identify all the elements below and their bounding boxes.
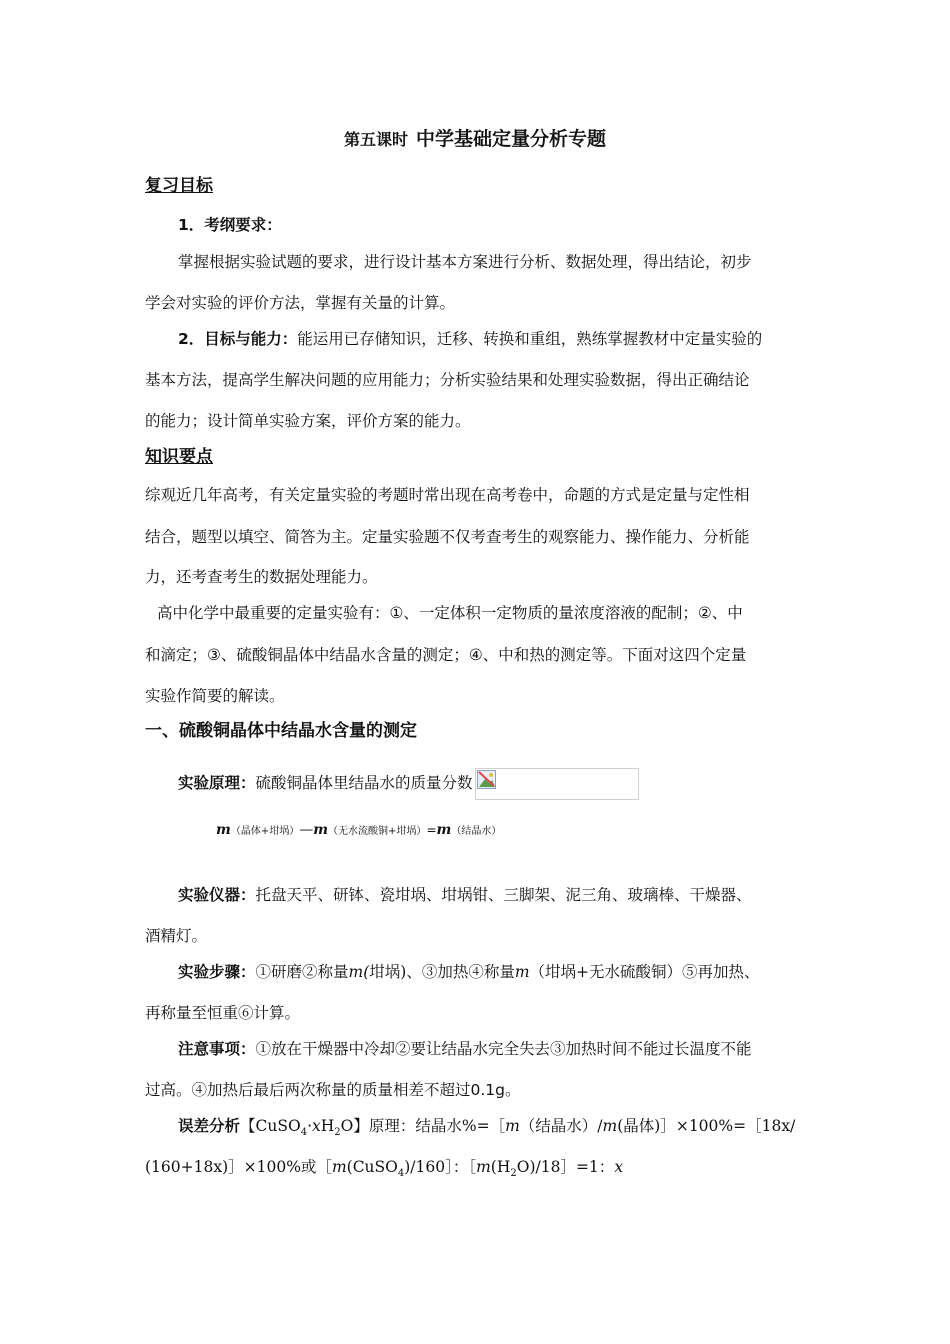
error-m2: m: [602, 1117, 618, 1135]
steps-label: 实验步骤：: [178, 963, 256, 981]
steps-text-b: 坩埚)、③加热④称量: [369, 963, 515, 981]
notes-text: ①放在干燥器中冷却②要让结晶水完全失去③加热时间不能过长温度不能: [255, 1040, 752, 1058]
error2-m2: m: [476, 1158, 491, 1176]
goal1-line1: 掌握根据实验试题的要求，进行设计基本方案进行分析、数据处理，得出结论，初步: [178, 253, 752, 271]
goal2-line1: [178, 329, 762, 349]
notes-text-2b: 0.1g: [470, 1081, 506, 1099]
notes-text-2c: 。: [505, 1081, 521, 1099]
formula-minus: —: [299, 822, 314, 838]
knowledge-p1-line3: 力，还考查考生的数据处理能力。: [145, 568, 378, 586]
mass-formula: [216, 822, 501, 838]
error-line2: [145, 1157, 623, 1184]
steps-m2: m: [514, 963, 530, 981]
knowledge-p2-line2: 和滴定；③、硫酸铜晶体中结晶水含量的测定；④、中和热的测定等。下面对这四个定量: [145, 646, 747, 664]
instruments-text: 托盘天平、研钵、瓷坩埚、坩埚钳、三脚架、泥三角、玻璃棒、干燥器、: [255, 886, 752, 904]
notes-line2: [145, 1080, 521, 1100]
notes-label: 注意事项：: [178, 1040, 256, 1058]
error2-d: (H: [490, 1158, 511, 1176]
error-text-b: （结晶水）/: [519, 1117, 603, 1135]
title-topic: 中学基础定量分析专题: [416, 128, 607, 150]
goal1-line2: 学会对实验的评价方法，掌握有关量的计算。: [145, 294, 456, 312]
formula-m2: m: [313, 822, 329, 838]
broken-image-icon: [477, 770, 497, 790]
error-label: 误差分析: [178, 1117, 241, 1135]
formula-image-placeholder: [475, 768, 639, 800]
error2-sub2: 2: [510, 1168, 517, 1180]
error-text-c: (晶体)］×100%=［18x/: [617, 1117, 796, 1135]
goal1-label: 1．考纲要求：: [178, 216, 282, 234]
formula-m1: m: [216, 822, 231, 838]
formula-eq: =: [426, 823, 437, 837]
principle-line: [178, 768, 639, 800]
section1-heading: 一、硫酸铜晶体中结晶水含量的测定: [145, 721, 417, 741]
page-title: [0, 124, 950, 151]
error2-m: m: [331, 1158, 347, 1176]
title-lesson: 第五课时: [343, 130, 408, 149]
steps-text-c: （坩埚+无水硫酸铜）⑤再加热、: [529, 963, 760, 981]
error-x: x: [312, 1117, 321, 1135]
instruments-line1: [178, 885, 752, 905]
error2-a: (160+18x)］×100%或［: [145, 1158, 332, 1176]
error2-e: O)/18］=1：: [516, 1158, 615, 1176]
error-text-a: 原理：结晶水%=［: [368, 1117, 506, 1135]
instruments-line2: 酒精灯。: [145, 927, 208, 945]
goal2-label: 2．目标与能力：: [178, 330, 298, 348]
error-sub4: 4: [300, 1127, 308, 1139]
knowledge-p1-line1: 综观近几年高考，有关定量实验的考题时常出现在高考卷中，命题的方式是定量与定性相: [145, 486, 750, 504]
error-m: m: [505, 1117, 520, 1135]
formula-m3: m: [436, 822, 452, 838]
error-dot: ·: [307, 1117, 312, 1135]
error2-b: (CuSO: [346, 1158, 398, 1176]
error-o: O】: [340, 1117, 369, 1135]
notes-line1: [178, 1039, 752, 1059]
knowledge-p2-line3: 实验作简要的解读。: [145, 687, 285, 705]
knowledge-p2-line1: 高中化学中最重要的定量实验有：①、一定体积一定物质的量浓度溶液的配制；②、中: [157, 604, 743, 622]
error2-x: x: [614, 1158, 624, 1176]
error2-c: )/160］：［: [404, 1158, 477, 1176]
error-line1: [178, 1116, 795, 1143]
principle-text: 硫酸铜晶体里结晶水的质量分数: [255, 774, 473, 792]
steps-line2: 再称量至恒重⑥计算。: [145, 1004, 301, 1022]
review-goals-heading: 复习目标: [145, 176, 213, 196]
notes-text-2a: 过高。④加热后最后两次称量的质量相差不超过: [145, 1081, 471, 1099]
steps-m1: m(: [348, 963, 370, 981]
formula-sub1: （晶体+坩埚）: [230, 826, 300, 837]
error-sub2: 2: [334, 1127, 341, 1139]
formula-sub2: （无水流酸铜+坩埚）: [328, 826, 427, 837]
formula-sub3: （结晶水）: [451, 826, 502, 837]
error-formula-a: 【CuSO: [240, 1117, 301, 1135]
steps-text-a: ①研磨②称量: [255, 963, 349, 981]
goal2-line3: 的能力；设计简单实验方案，评价方案的能力。: [145, 412, 471, 430]
goal2-line2: 基本方法，提高学生解决问题的应用能力；分析实验结果和处理实验数据，得出正确结论: [145, 371, 750, 389]
error2-sub4: 4: [397, 1168, 405, 1180]
steps-line1: [178, 962, 760, 982]
instruments-label: 实验仪器：: [178, 886, 256, 904]
principle-label: 实验原理：: [178, 774, 256, 792]
knowledge-heading: 知识要点: [145, 447, 213, 467]
knowledge-p1-line2: 结合，题型以填空、简答为主。定量实验题不仅考查考生的观察能力、操作能力、分析能: [145, 528, 750, 546]
goal2-text: 能运用已存储知识，迁移、转换和重组，熟练掌握教材中定量实验的: [297, 330, 763, 348]
error-h: H: [320, 1117, 335, 1135]
